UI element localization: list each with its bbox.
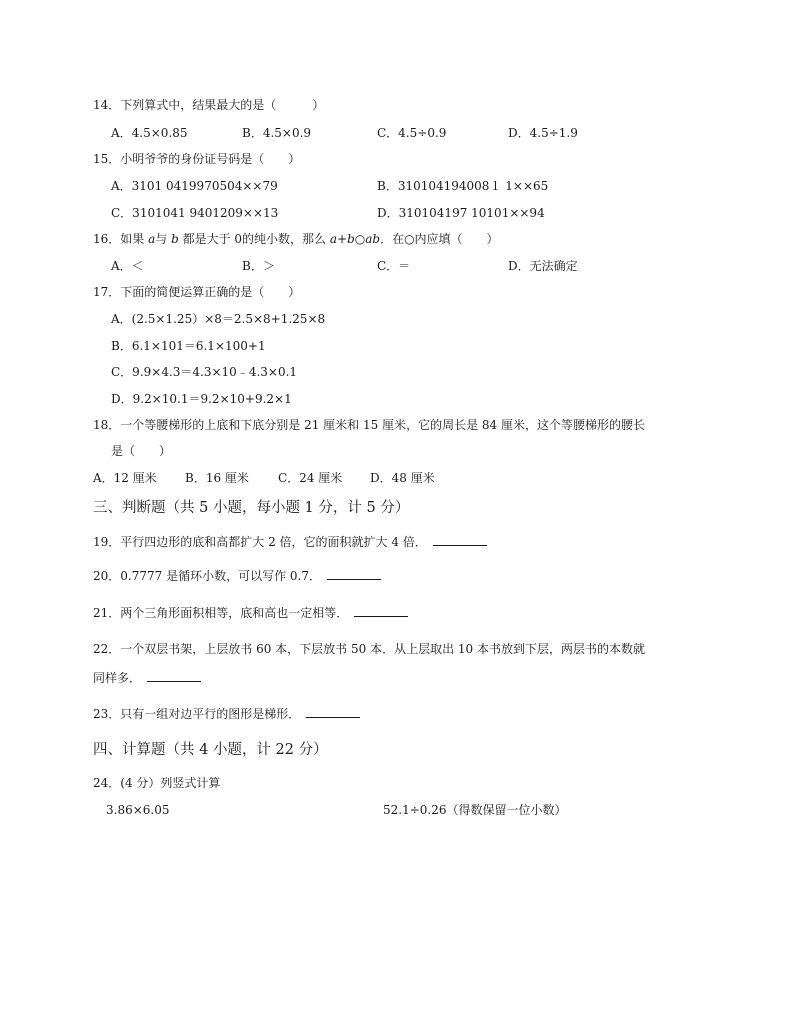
question-14-stem: 14．下列算式中，结果最大的是（ ）	[93, 98, 325, 112]
question-18-stem-line2: 是（ ）	[111, 444, 172, 458]
answer-blank[interactable]	[306, 707, 360, 718]
question-24-right-problem: 52.1÷0.26（得数保留一位小数）	[383, 803, 567, 817]
question-18-option-a: A．12 厘米	[93, 471, 157, 485]
question-18-option-d: D．48 厘米	[370, 471, 435, 485]
question-14-option-a: A．4.5×0.85	[111, 126, 188, 140]
question-19-text: 19．平行四边形的底和高都扩大 2 倍，它的面积就扩大 4 倍．	[93, 535, 427, 549]
question-22-line2	[93, 670, 201, 686]
question-16-option-c: C．＝	[377, 259, 411, 273]
question-15-stem: 15．小明爷爷的身份证号码是（ ）	[93, 152, 301, 166]
question-15-option-b: B．310104194008１ 1××65	[377, 179, 549, 193]
question-16-option-d: D．无法确定	[508, 259, 578, 273]
question-17-option-c: C．9.9×4.3＝4.3×10﹣4.3×0.1	[111, 365, 298, 379]
q16-var-a: a	[148, 232, 156, 246]
question-20	[93, 568, 381, 584]
q16-stem-part-d: ．在○内应填（ ）	[380, 232, 499, 246]
question-21-text: 21．两个三角形面积相等，底和高也一定相等．	[93, 606, 349, 620]
question-24-stem: 24．(4 分）列竖式计算	[93, 776, 221, 790]
q16-stem-part-a: 16．如果	[93, 232, 149, 246]
question-16-option-a: A．＜	[111, 259, 144, 273]
q16-var-b: b	[171, 232, 179, 246]
question-15-option-a: A．3101 0419970504××79	[111, 179, 278, 193]
section-3-title: 三、判断题（共 5 小题，每小题 1 分，计 5 分）	[93, 500, 410, 516]
question-18-stem-line1: 18．一个等腰梯形的上底和下底分别是 21 厘米和 15 厘米，它的周长是 84 厘米，这个等腰梯形的腰长	[93, 418, 645, 432]
section-4-title: 四、计算题（共 4 小题，计 22 分）	[93, 742, 328, 758]
question-15-option-d: D．310104197 10101××94	[377, 206, 545, 220]
question-17-stem: 17．下面的简便运算正确的是（ ）	[93, 285, 301, 299]
question-16-option-b: B．＞	[242, 259, 275, 273]
q16-stem-part-b: 与	[155, 232, 172, 246]
question-17-option-a: A．(2.5×1.25）×8＝2.5×8+1.25×8	[111, 312, 326, 326]
answer-blank[interactable]	[327, 569, 381, 580]
question-14-option-b: B．4.5×0.9	[242, 126, 312, 140]
question-18-option-b: B．16 厘米	[185, 471, 249, 485]
question-16-stem	[93, 231, 499, 247]
question-23	[93, 706, 360, 722]
question-14-option-c: C．4.5÷0.9	[377, 126, 447, 140]
q16-stem-part-c: 都是大于 0的纯小数，那么	[178, 232, 330, 246]
answer-blank[interactable]	[433, 535, 487, 546]
question-22-text: 同样多．	[93, 671, 142, 685]
question-22-line1: 22．一个双层书架，上层放书 60 本，下层放书 50 本．从上层取出 10 本书放到下层，两层书的本数就	[93, 642, 645, 656]
question-18-option-c: C．24 厘米	[278, 471, 343, 485]
answer-blank[interactable]	[354, 606, 408, 617]
question-21	[93, 605, 408, 621]
question-20-text: 20．0.7777 是循环小数，可以写作 0.7．	[93, 569, 321, 583]
answer-blank[interactable]	[147, 671, 201, 682]
question-15-option-c: C．3101041 9401209××13	[111, 206, 279, 220]
question-23-text: 23．只有一组对边平行的图形是梯形．	[93, 707, 301, 721]
question-19	[93, 534, 487, 550]
question-17-option-d: D．9.2×10.1＝9.2×10+9.2×1	[111, 392, 292, 406]
q16-expression: a+b○ab	[329, 232, 381, 246]
question-24-left-problem: 3.86×6.05	[106, 803, 170, 817]
question-14-option-d: D．4.5÷1.9	[508, 126, 578, 140]
question-17-option-b: B．6.1×101＝6.1×100+1	[111, 339, 266, 353]
